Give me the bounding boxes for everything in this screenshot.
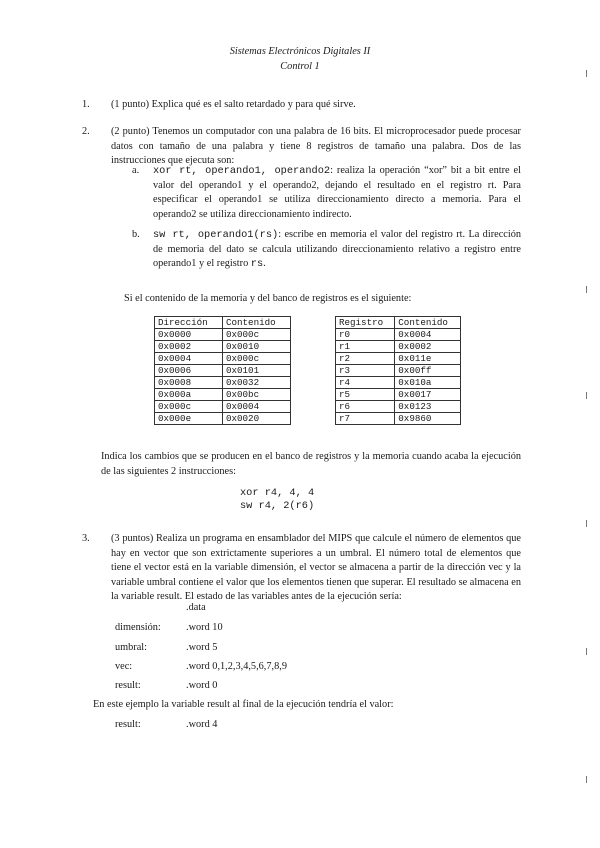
memory-address: 0x0000 [155, 329, 223, 341]
memory-content: 0x0010 [223, 341, 291, 353]
register-name: r0 [336, 329, 395, 341]
memory-address: 0x0002 [155, 341, 223, 353]
question-2b-letter: b. [132, 229, 140, 240]
memory-header-address: Dirección [155, 317, 223, 329]
table-row [155, 401, 291, 413]
data-label: dimensión: [115, 622, 161, 633]
memory-address: 0x0006 [155, 365, 223, 377]
table-row [155, 353, 291, 365]
data-label: umbral: [115, 642, 148, 653]
register-content: 0x9860 [395, 413, 461, 425]
question-3-number: 3. [82, 533, 90, 544]
question-2-number: 2. [82, 126, 90, 137]
table-row [336, 377, 461, 389]
memory-content: 0x0004 [223, 401, 291, 413]
memory-content: 0x000c [223, 353, 291, 365]
example-value: .word 4 [186, 719, 218, 730]
document-title: Sistemas Electrónicos Digitales II [229, 46, 371, 57]
memory-header-content: Contenido [223, 317, 291, 329]
question-2b-body [153, 228, 521, 272]
register-content: 0x0002 [395, 341, 461, 353]
table-row [155, 377, 291, 389]
question-2a-text: : realiza la operación “xor” bit a bit entre el valor del operando1 y el operando2, dejando el resultado en el registro rt. Para especificar el operando1 se utiliza direccionamiento directo a memoria. Para el operando2 se utiliza direccionamiento indirecto. [153, 165, 521, 220]
data-value: .word 5 [186, 642, 218, 653]
register-table [335, 316, 461, 425]
memory-address: 0x0004 [155, 353, 223, 365]
question-1-number: 1. [82, 99, 90, 110]
register-name: r3 [336, 365, 395, 377]
table-row [155, 329, 291, 341]
instruction-line: xor r4, 4, 4 [240, 487, 315, 499]
register-name: r5 [336, 389, 395, 401]
register-name: r7 [336, 413, 395, 425]
table-row [336, 329, 461, 341]
scan-mark [586, 286, 587, 293]
memory-content: 0x0020 [223, 413, 291, 425]
memory-table [154, 316, 291, 425]
table-row [336, 365, 461, 377]
register-content: 0x0004 [395, 329, 461, 341]
table-row [336, 353, 461, 365]
data-value: .word 10 [186, 622, 223, 633]
memory-address: 0x000c [155, 401, 223, 413]
document-subtitle: Control 1 [280, 61, 320, 72]
table-intro: Si el contenido de la memoria y del banco de registros es el siguiente: [124, 293, 412, 304]
register-name: r1 [336, 341, 395, 353]
register-content: 0x00ff [395, 365, 461, 377]
register-table-header [336, 317, 461, 329]
memory-content: 0x0101 [223, 365, 291, 377]
scan-mark [586, 392, 587, 399]
memory-address: 0x0008 [155, 377, 223, 389]
memory-content: 0x00bc [223, 389, 291, 401]
data-value: .word 0 [186, 680, 218, 691]
table-row [155, 413, 291, 425]
question-1-text: (1 punto) Explica qué es el salto retardado y para qué sirve. [111, 99, 356, 110]
table-row [155, 389, 291, 401]
table-row [155, 365, 291, 377]
question-2-task: Indica los cambios que se producen en el banco de registros y la memoria cuando acaba la ejecución de las siguientes 2 instrucciones: [101, 451, 521, 477]
example-text: En este ejemplo la variable result al final de la ejecución tendría el valor: [93, 699, 394, 710]
data-directive: .data [186, 602, 206, 613]
scan-mark [586, 648, 587, 655]
table-row [336, 401, 461, 413]
data-value: .word 0,1,2,3,4,5,6,7,8,9 [186, 661, 287, 672]
memory-content: 0x000c [223, 329, 291, 341]
question-2a-letter: a. [132, 165, 140, 176]
table-row [155, 341, 291, 353]
question-2b-rs: rs [250, 258, 264, 271]
question-2a-code: xor rt, operando1, operando2 [153, 165, 331, 177]
register-header-name: Registro [336, 317, 395, 329]
question-2a-body [153, 164, 521, 222]
table-row [336, 341, 461, 353]
memory-table-header [155, 317, 291, 329]
data-label: result: [115, 680, 141, 691]
memory-content: 0x0032 [223, 377, 291, 389]
example-label: result: [115, 719, 141, 730]
data-label: vec: [115, 661, 133, 672]
question-2b-code: sw rt, operando1(rs) [153, 229, 279, 241]
question-2-intro: (2 punto) Tenemos un computador con una palabra de 16 bits. El microprocesador puede procesar datos con tamaño de una palabra y tiene 8 registros de tamaño una palabra. Dos de las instrucciones que ejecuta son: [111, 126, 521, 167]
table-row [336, 389, 461, 401]
register-content: 0x0123 [395, 401, 461, 413]
scan-mark [586, 70, 587, 77]
scan-mark [586, 776, 587, 783]
scan-mark [586, 520, 587, 527]
register-name: r2 [336, 353, 395, 365]
register-content: 0x011e [395, 353, 461, 365]
memory-address: 0x000a [155, 389, 223, 401]
table-row [336, 413, 461, 425]
instruction-line: sw r4, 2(r6) [240, 500, 315, 512]
register-name: r4 [336, 377, 395, 389]
register-header-content: Contenido [395, 317, 461, 329]
question-2b-text: : escribe en memoria el valor del registro rt. La dirección de memoria del dato se calcula utilizando direccionamiento relativo a registro entre operando1 y el registro [153, 229, 521, 270]
memory-address: 0x000e [155, 413, 223, 425]
register-name: r6 [336, 401, 395, 413]
register-content: 0x010a [395, 377, 461, 389]
register-content: 0x0017 [395, 389, 461, 401]
question-2b-end: . [263, 258, 266, 270]
question-3-text: (3 puntos) Realiza un programa en ensamblador del MIPS que calcule el número de elementos que hay en vector que son extrictamente superiores a un umbral. El número total de elementos que tiene el vector está en la variable dimensión, el vector se almacena a partir de la dirección vec y la variable umbral contiene el valor que los elementos tienen que superar. El resultado se almacena en la variable result. El estado de las variables antes de la ejecución sería: [111, 533, 521, 603]
